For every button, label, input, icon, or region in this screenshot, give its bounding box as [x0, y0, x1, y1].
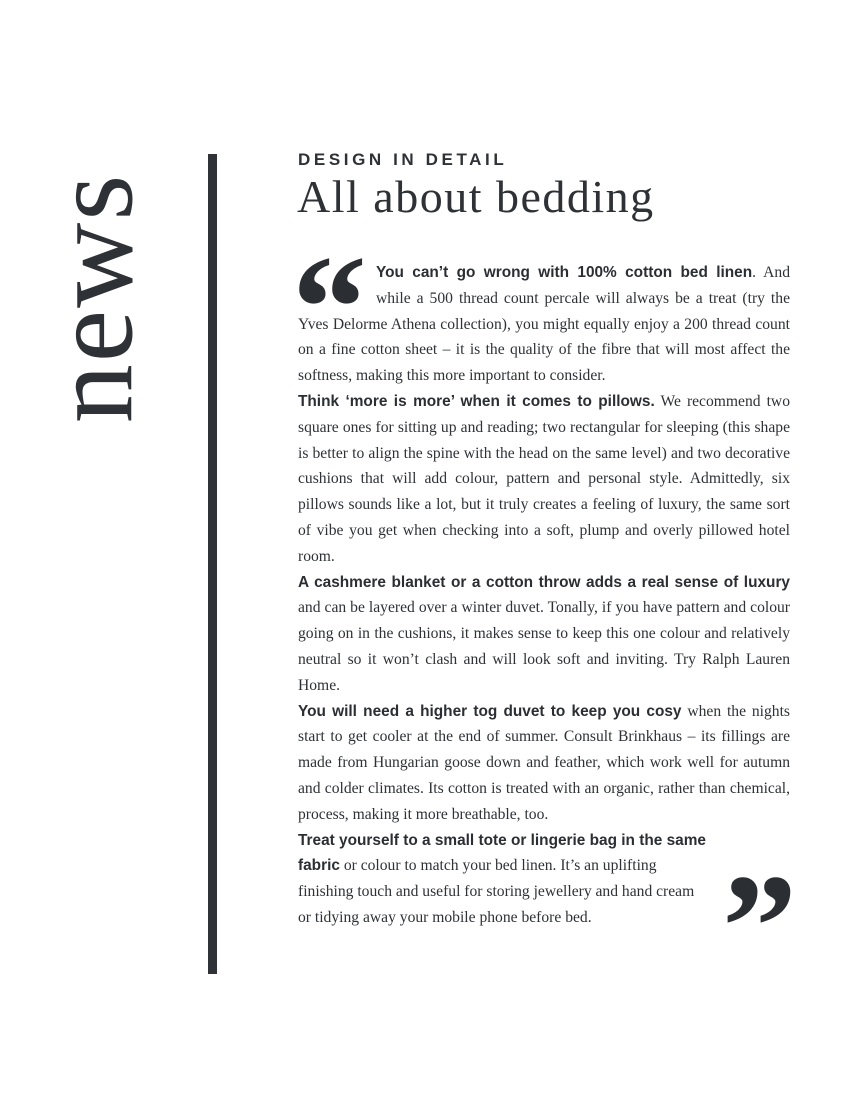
article-body	[298, 260, 790, 931]
paragraph-lead: Think ‘more is more’ when it comes to pillows.	[298, 392, 655, 410]
quote-spacer	[298, 260, 376, 308]
paragraph-lead: Treat yourself to a small tote or lingerie bag in the same fabric	[298, 831, 706, 875]
paragraph-lead: A cashmere blanket or a cotton throw adds a real sense of luxury	[298, 573, 790, 591]
paragraph	[298, 828, 790, 931]
paragraph-text: . And while a 500 thread count percale will always be a treat (try the Yves Delorme Athena collection), you might equally enjoy a 200 thread count on a fine cotton sheet – it is the quality of the fibre that will most affect the softness, making this more important to consider.	[298, 264, 790, 385]
paragraph-text: or colour to match your bed linen. It’s an uplifting finishing touch and useful for storing jewellery and hand cream or tidying away your mobile phone before bed.	[298, 857, 695, 926]
paragraph-lead: You will need a higher tog duvet to keep you cosy	[298, 702, 682, 720]
kicker: DESIGN IN DETAIL	[298, 150, 508, 169]
paragraph-lead: You can’t go wrong with 100% cotton bed linen	[376, 264, 753, 281]
paragraph	[298, 389, 790, 570]
close-quote-mark: ”	[722, 844, 797, 1010]
paragraph-text: when the nights start to get cooler at the end of summer. Consult Brinkhaus – its fillings are made from Hungarian goose down and feather, which work well for autumn and colder climates. Its cotton is treated with an organic, rather than chemical, process, making it more breathable, too.	[298, 702, 790, 823]
paragraph-text: and can be layered over a winter duvet. Tonally, if you have pattern and colour going on in the cushions, it makes sense to keep this one colour and relatively neutral so it won’t clash and will look soft and inviting. Try Ralph Lauren Home.	[298, 599, 790, 694]
paragraph-text: We recommend two square ones for sitting up and reading; two rectangular for sleeping (this shape is better to align the spine with the head on the same level) and two decorative cushions that will add colour, pattern and personal style. Admittedly, six pillows sounds like a lot, but it truly creates a feeling of luxury, the same sort of vibe you get when checking into a soft, plump and overly pillowed hotel room.	[298, 392, 790, 565]
paragraph	[298, 570, 790, 699]
section-label	[8, 152, 176, 444]
vertical-rule	[208, 154, 217, 974]
paragraph	[298, 699, 790, 828]
article-title: All about bedding	[297, 171, 655, 222]
open-quote-mark: “	[292, 225, 367, 391]
section-label-text: news	[26, 172, 158, 424]
